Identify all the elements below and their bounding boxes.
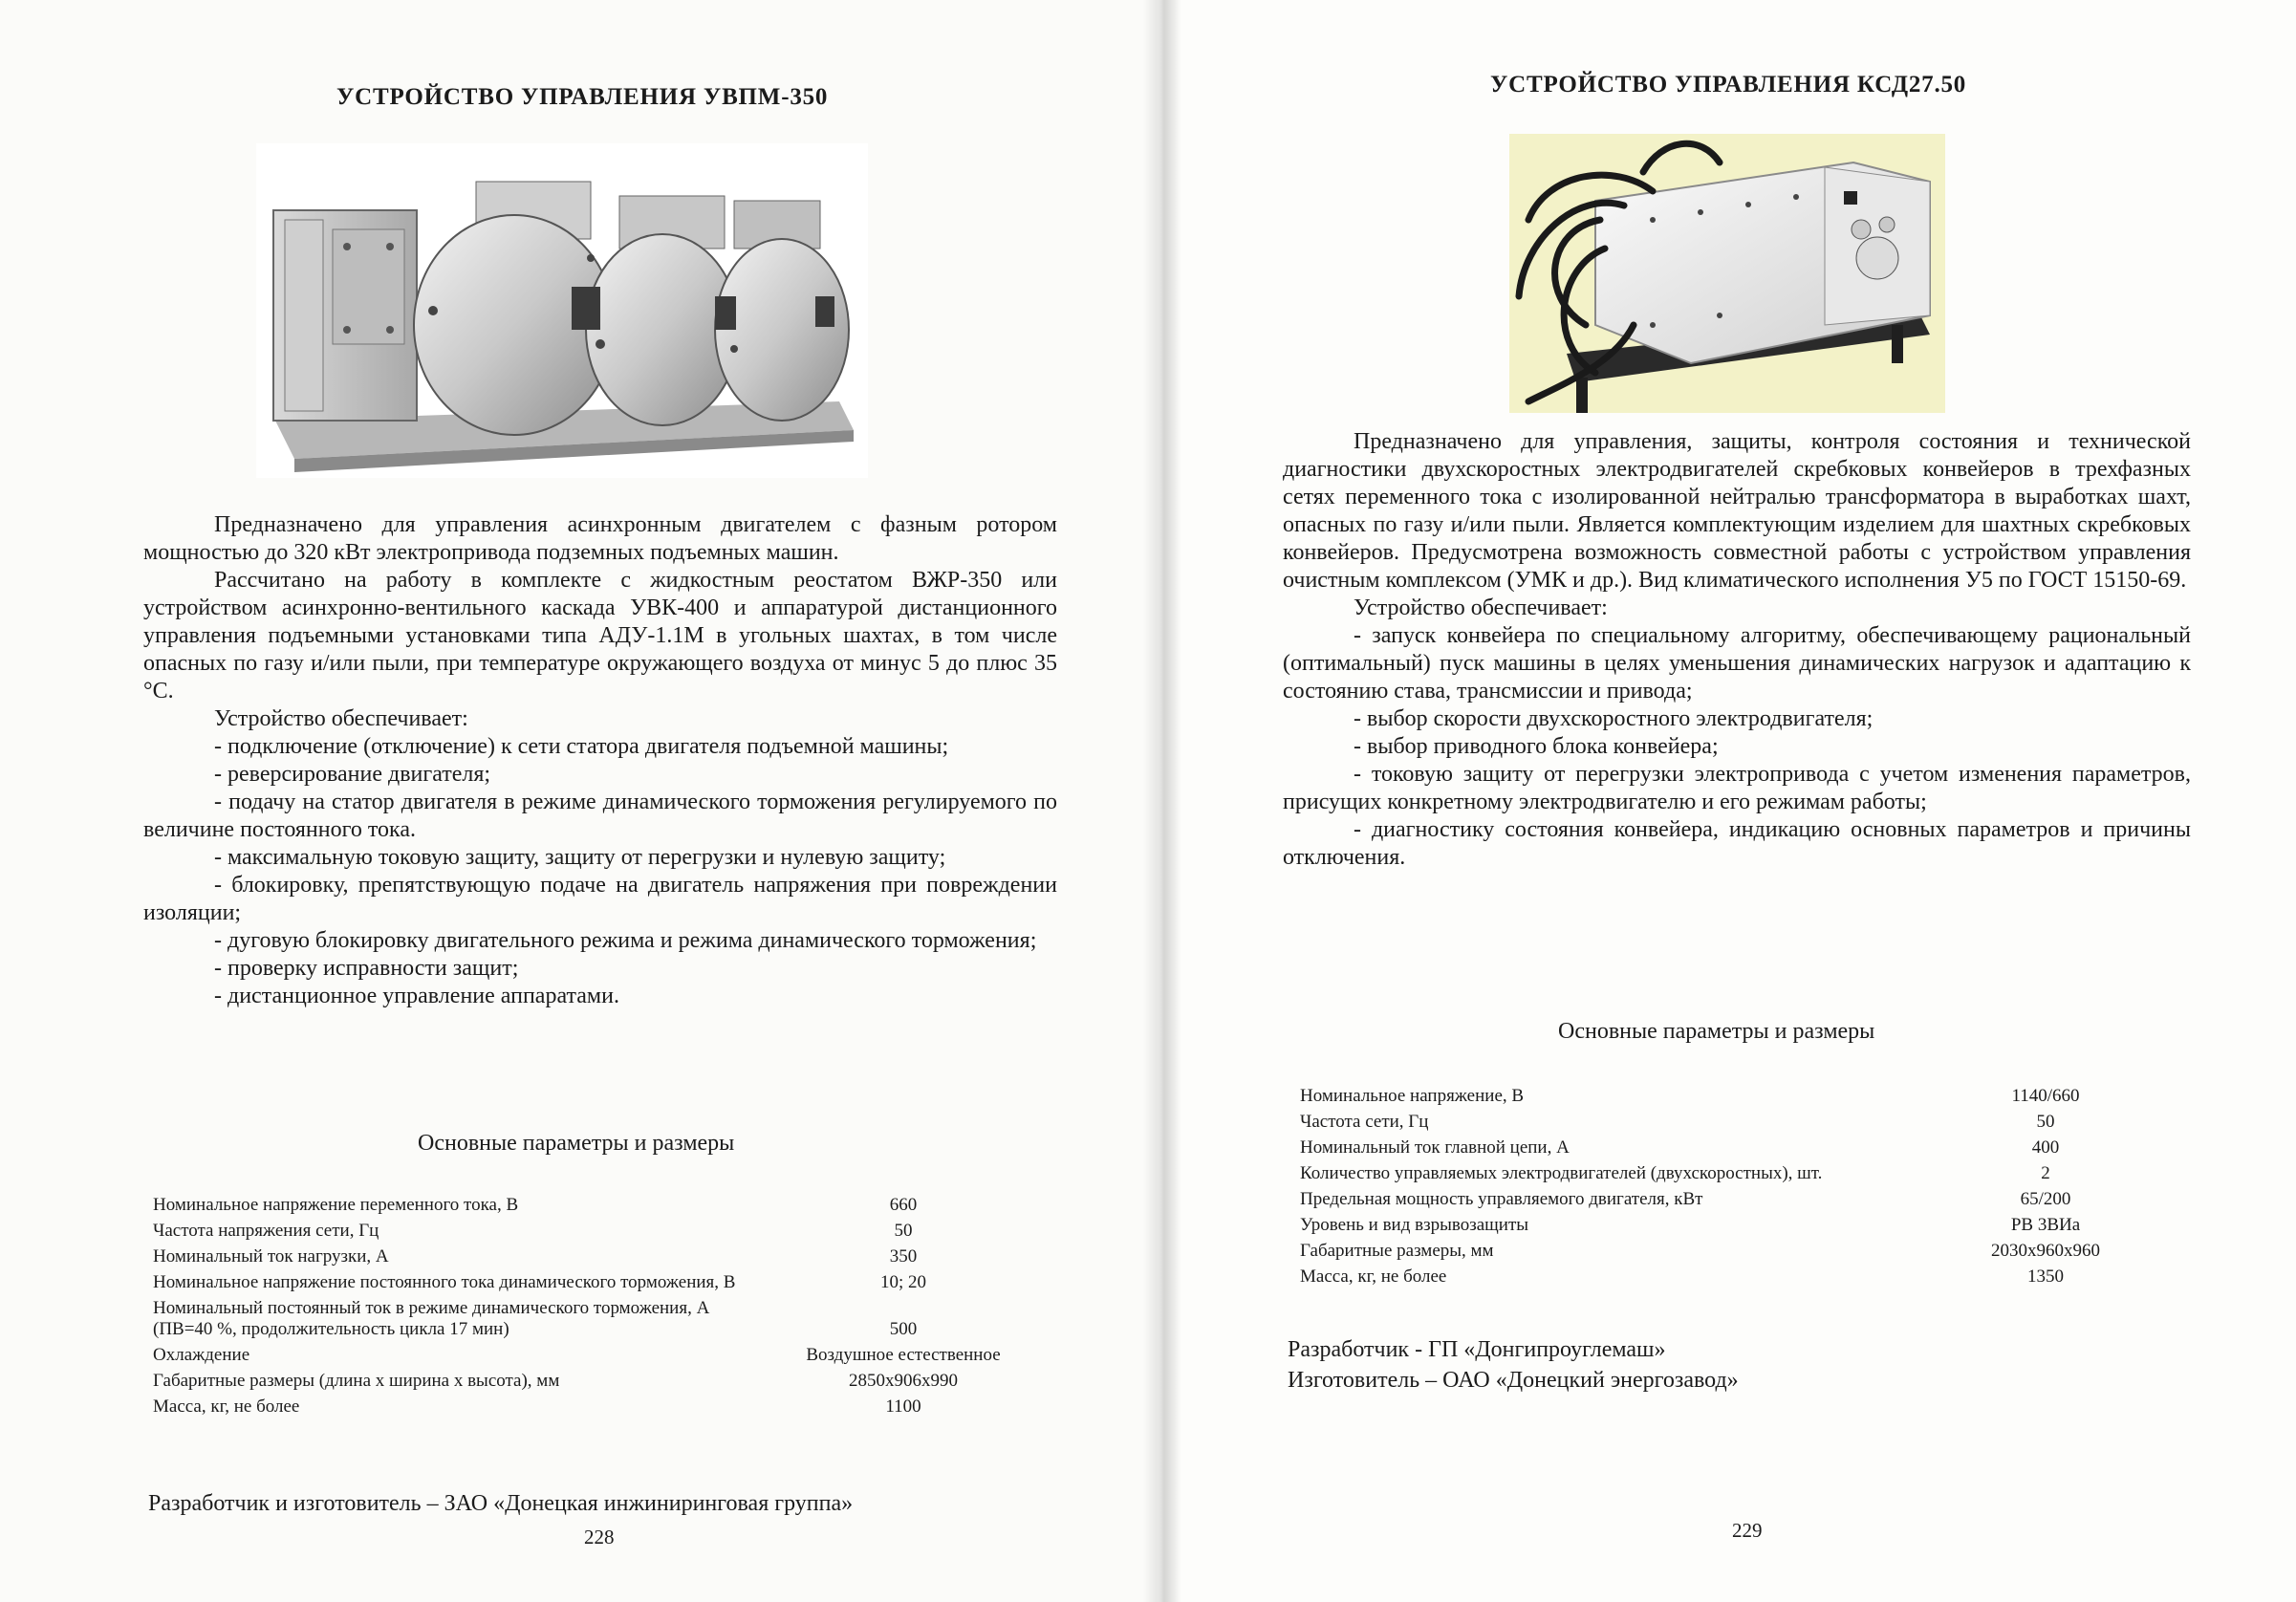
table-row [1300,1215,2141,1241]
list-item: - подключение (отключение) к сети статора двигателя подъемной машины; [214,734,949,759]
param-name: Уровень и вид взрывозащиты [1300,1215,1529,1235]
table-row [1300,1086,2141,1112]
param-value: 50 [894,1221,913,1241]
param-name: Масса, кг, не более [153,1396,300,1417]
param-name: Номинальный ток главной цепи, А [1300,1137,1570,1158]
param-value: 1140/660 [2011,1086,2080,1106]
list-item: - запуск конвейера по специальному алгоритму, обеспечивающему рациональный (оптимальный) пуск машины в целях уменьшения динамических нагрузок и адаптацию к состоянию става, трансмиссии и привода; [1283,623,2191,704]
uvpm-350-illustration [256,143,868,478]
table-row [153,1298,1042,1345]
params-heading: Основные параметры и размеры [1558,1019,1875,1044]
list-item: - токовую защиту от перегрузки электропривода с учетом изменения параметров, присущих конкретному электродвигателю и его режимам работы; [1283,762,2191,814]
paragraph: Предназначено для управления, защиты, контроля состояния и технической диагностики двухскоростных электродвигателей скребковых конвейеров в трехфазных сетях переменного тока с изолированной нейтралью трансформатора в выработках шахт, опасных по газу и/или пыли. Является комплектующим изделием для шахтных скребковых конвейеров. Предусмотрена возможность совместной работы с устройством управления очистным комплексом (УМК и др.). Вид климатического исполнения У5 по ГОСТ 15150-69. [1283,429,2191,593]
param-name: Масса, кг, не более [1300,1266,1447,1287]
param-value: 1100 [885,1396,921,1417]
params-heading: Основные параметры и размеры [418,1131,735,1156]
param-value: Воздушное естественное [806,1345,1001,1365]
table-row [1300,1137,2141,1163]
table-row [153,1195,1042,1221]
param-name: Габаритные размеры (длина х ширина х высота), мм [153,1371,560,1391]
paragraph: Рассчитано на работу в комплекте с жидкостным реостатом ВЖР-350 или устройством асинхронно-вентильного каскада УВК-400 и аппаратурой дистанционного управления подъемными установками типа АДУ-1.1М в угольных шахтах, в том числе опасных по газу и/или пыли, при температуре окружающего воздуха от минус 5 до плюс 35 °С. [143,568,1057,704]
param-name: Предельная мощность управляемого двигателя, кВт [1300,1189,1703,1209]
developer-manufacturer: Разработчик и изготовитель – ЗАО «Донецкая инжиниринговая группа» [148,1491,854,1516]
param-name: Охлаждение [153,1345,250,1365]
table-row [153,1396,1042,1422]
list-item: - блокировку, препятствующую подаче на двигатель напряжения при повреждении изоляции; [143,873,1057,925]
params-table [1300,1086,2141,1292]
param-value: РВ 3ВИа [2010,1215,2081,1235]
page-number: 228 [584,1526,615,1548]
param-name: Частота сети, Гц [1300,1112,1429,1132]
list-item: - выбор приводного блока конвейера; [1354,734,1719,759]
params-table [153,1195,1042,1422]
param-value: 660 [889,1195,918,1215]
list-item: - диагностику состояния конвейера, индикацию основных параметров и причины отключения. [1283,817,2191,870]
paragraph: Предназначено для управления асинхронным двигателем с фазным ротором мощностью до 320 кВт электропривода подземных подъемных машин. [143,512,1057,565]
list-item: - выбор скорости двухскоростного электродвигателя; [1354,706,1874,731]
param-name: Номинальное напряжение постоянного тока динамического торможения, В [153,1272,736,1292]
param-name: Номинальное напряжение переменного тока, В [153,1195,519,1215]
table-row [153,1221,1042,1246]
paragraph: Устройство обеспечивает: [1354,595,1608,620]
paragraph: Устройство обеспечивает: [214,706,468,731]
param-value: 1350 [2027,1266,2064,1287]
param-value: 65/200 [2020,1189,2071,1209]
param-value: 350 [889,1246,918,1266]
table-row [153,1371,1042,1396]
list-item: - подачу на статор двигателя в режиме динамического торможения регулируемого по величине постоянного тока. [143,790,1057,842]
device-photo-ksd [1509,134,1945,413]
table-row [1300,1266,2141,1292]
page-title: УСТРОЙСТВО УПРАВЛЕНИЯ УВПМ-350 [336,84,829,110]
param-name: Габаритные размеры, мм [1300,1241,1494,1261]
param-value: 2850х906х990 [849,1371,958,1391]
param-name: Номинальный ток нагрузки, А [153,1246,389,1266]
page-title: УСТРОЙСТВО УПРАВЛЕНИЯ КСД27.50 [1490,72,1967,97]
param-name: Номинальный постоянный ток в режиме динамического торможения, А (ПВ=40 %, продолжительность цикла 17 мин) [153,1298,710,1339]
param-name: Количество управляемых электродвигателей (двухскоростных), шт. [1300,1163,1823,1183]
list-item: - дистанционное управление аппаратами. [214,984,619,1008]
list-item: - проверку исправности защит; [214,956,519,981]
right-page [1157,0,2296,1602]
table-row [1300,1112,2141,1137]
list-item: - максимальную токовую защиту, защиту от перегрузки и нулевую защиту; [214,845,946,870]
description-text [1283,428,2191,872]
param-value: 2 [2041,1163,2050,1183]
developer-line: Разработчик - ГП «Донгипроуглемаш» [1288,1337,1666,1362]
table-row [153,1345,1042,1371]
table-row [1300,1163,2141,1189]
param-name: Номинальное напряжение, В [1300,1086,1525,1106]
table-row [153,1272,1042,1298]
table-row [153,1246,1042,1272]
table-row [1300,1241,2141,1266]
manufacturer-line: Изготовитель – ОАО «Донецкий энергозавод» [1288,1368,1739,1393]
param-name: Частота напряжения сети, Гц [153,1221,379,1241]
param-value: 50 [2036,1112,2055,1132]
ksd-27-50-illustration [1509,134,1945,413]
param-value: 10; 20 [879,1272,927,1292]
device-photo-uvpm [256,143,868,478]
list-item: - реверсирование двигателя; [214,762,491,787]
list-item: - дуговую блокировку двигательного режима и режима динамического торможения; [214,928,1037,953]
param-value: 500 [889,1319,918,1339]
page-number: 229 [1732,1519,1763,1542]
description-text [143,511,1057,1010]
param-value: 2030х960х960 [1991,1241,2100,1261]
table-row [1300,1189,2141,1215]
param-value: 400 [2031,1137,2060,1158]
